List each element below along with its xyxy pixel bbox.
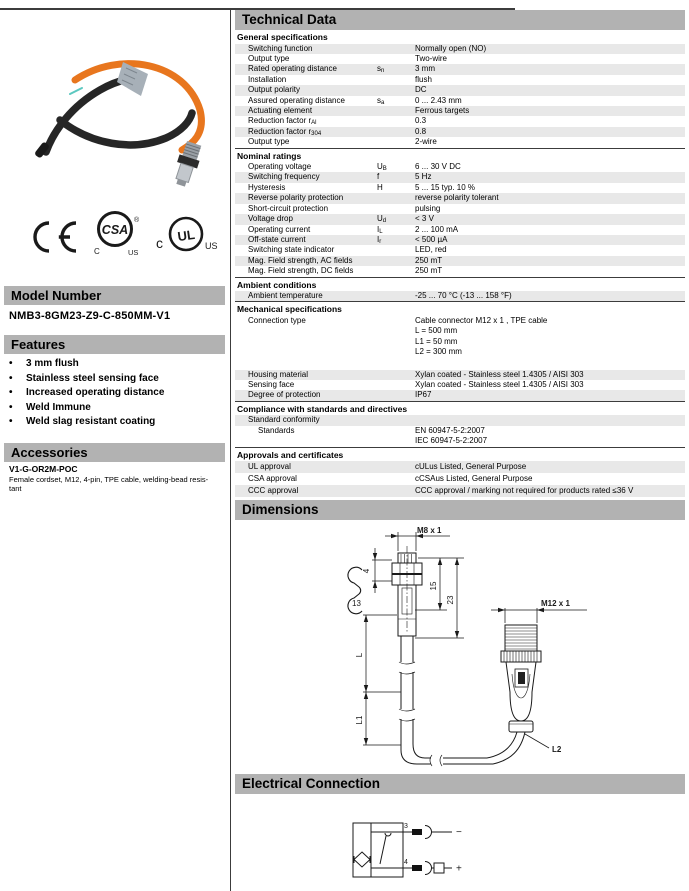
spec-value: 250 mT [415, 266, 443, 276]
spec-row [235, 426, 685, 447]
spec-value: cCSAus Listed, General Purpose [415, 473, 533, 483]
bullet-icon: • [9, 416, 13, 428]
spec-value: 2-wire [415, 137, 437, 147]
spec-row [235, 106, 685, 116]
svg-text:c: c [156, 235, 163, 251]
spec-symbol [377, 85, 415, 95]
spec-symbol [377, 44, 415, 54]
spec-value [415, 415, 685, 425]
model-number-header: Model Number [4, 286, 225, 305]
spec-label: Switching function [248, 43, 313, 53]
technical-data-header: Technical Data [235, 10, 685, 30]
spec-row [235, 473, 685, 485]
product-photo [20, 22, 220, 194]
accessory-title: V1-G-OR2M-POC [9, 464, 78, 474]
dimensions-drawing [235, 524, 685, 774]
svg-text:C: C [94, 247, 100, 256]
row-spacer [235, 358, 685, 370]
spec-symbol: $U_B$ [377, 162, 387, 173]
feature-item [9, 357, 225, 372]
feature-label: Stainless steel sensing face [26, 372, 159, 384]
spec-label: Reduction factor $r_{304}$ [248, 126, 322, 137]
spec-symbol [377, 106, 415, 116]
csa-mark-icon [90, 208, 152, 260]
spec-label: Reduction factor $r_{Al}$ [248, 116, 317, 127]
bullet-icon: • [9, 358, 13, 369]
spec-row [235, 390, 685, 400]
spec-symbol [377, 137, 415, 147]
spec-row [235, 183, 685, 193]
spec-symbol: $I_L$ [377, 224, 383, 235]
dim-15-label: 15 [429, 581, 438, 591]
cable-black-loop [60, 113, 192, 145]
spec-symbol [377, 204, 415, 214]
ul-mark-icon [150, 212, 222, 260]
spec-label: UL approval [248, 462, 291, 471]
spec-row [235, 85, 685, 95]
spec-label: Short-circuit protection [248, 203, 329, 213]
spec-label: Housing material [248, 369, 309, 379]
feature-label: Weld Immune [26, 401, 91, 413]
spec-symbol [377, 193, 415, 203]
spec-row [235, 235, 685, 245]
spec-value: 0.8 [415, 126, 427, 136]
technical-table [235, 31, 685, 497]
feature-label: 3 mm flush [26, 358, 79, 369]
spec-symbol: $s_a$ [377, 95, 385, 106]
feature-item [9, 415, 225, 430]
spec-row [235, 415, 685, 425]
ce-mark-icon [25, 218, 80, 258]
spec-value: Normally open (NO) [415, 43, 487, 53]
sensor-symbol [354, 852, 370, 867]
spec-label: Output type [248, 137, 290, 147]
spec-value: reverse polarity tolerant [415, 193, 499, 203]
spec-label: CSA approval [248, 473, 297, 483]
spec-value: 5 ... 15 typ. 10 % [415, 182, 476, 192]
spec-symbol [377, 116, 415, 126]
spec-row [235, 64, 685, 74]
dim-m12-label: M12 x 1 [541, 599, 570, 608]
spec-value: 5 Hz [415, 172, 432, 182]
m12-connector-photo [171, 140, 205, 188]
spec-symbol [377, 256, 415, 266]
spec-label: Sensing face [248, 379, 295, 389]
section-header: Ambient conditions [235, 277, 685, 292]
spec-value: Xylan coated - Stainless steel 1.4305 / AISI 303 [415, 379, 584, 389]
spec-symbol: f [377, 172, 380, 182]
spec-row [235, 44, 685, 54]
spec-symbol: $I_r$ [377, 234, 382, 245]
spec-label: Mag. Field strength, DC fields [248, 266, 354, 276]
spec-symbol [377, 370, 415, 380]
spec-value: flush [415, 74, 432, 84]
bullet-icon: • [9, 372, 13, 384]
spec-row [235, 193, 685, 203]
spec-value: Cable connector M12 x 1 , TPE cable L = 500 mm L1 = 50 mm L2 = 300 mm [415, 315, 548, 357]
spec-label: Actuating element [248, 105, 313, 115]
spec-value: 0.3 [415, 116, 427, 126]
spec-symbol: H [377, 182, 383, 192]
spec-label: Switching state indicator [248, 245, 335, 255]
spec-value: DC [415, 85, 427, 95]
spec-row [235, 380, 685, 390]
section-header: Compliance with standards and directives [235, 401, 685, 416]
spec-row [235, 204, 685, 214]
dimensions-header: Dimensions [235, 500, 685, 520]
feature-item [9, 401, 225, 416]
spec-symbol [377, 415, 415, 425]
spec-symbol: $s_n$ [377, 64, 385, 75]
spec-symbol [377, 485, 415, 497]
pin3-label: 3 [404, 823, 408, 830]
spec-value: 0 ... 2.43 mm [415, 95, 462, 105]
spec-value: 2 ... 100 mA [415, 224, 459, 234]
spec-label: Output polarity [248, 85, 301, 95]
spec-value: EN 60947-5-2:2007 IEC 60947-5-2:2007 [415, 425, 488, 446]
spec-label: Installation [248, 74, 287, 84]
spec-label: Mag. Field strength, AC fields [248, 255, 353, 265]
cable-teal-wire [70, 88, 82, 94]
svg-text:CSA: CSA [101, 223, 129, 237]
switch-symbol [380, 836, 386, 864]
spec-label: Ambient temperature [248, 291, 323, 301]
spec-row [235, 162, 685, 172]
spec-row [235, 245, 685, 255]
spec-symbol [377, 473, 415, 485]
spec-label: Rated operating distance [248, 64, 337, 74]
spec-row [235, 54, 685, 64]
spec-row [235, 461, 685, 473]
spec-row [235, 266, 685, 276]
spec-label: Off-state current [248, 234, 306, 244]
spec-symbol [377, 390, 415, 400]
dim-m8-label: M8 x 1 [417, 526, 442, 535]
accessories-description: Female cordset, M12, 4-pin, TPE cable, welding-bead resis- tant [9, 475, 209, 493]
spec-value: < 3 V [415, 214, 434, 224]
spec-value: cULus Listed, General Purpose [415, 462, 527, 471]
section-header: Mechanical specifications [235, 301, 685, 316]
spec-symbol [377, 426, 415, 447]
spec-label: Operating voltage [248, 162, 312, 172]
electrical-connection-header: Electrical Connection [235, 774, 685, 794]
spec-label: Assured operating distance [248, 95, 345, 105]
spec-row [235, 485, 685, 497]
minus-sign: − [456, 827, 462, 838]
spec-symbol [377, 266, 415, 276]
electrical-connection-diagram [235, 798, 685, 891]
spec-symbol [377, 127, 415, 137]
spec-value: 3 mm [415, 64, 435, 74]
spec-label: Hysteresis [248, 182, 286, 192]
spec-row [235, 116, 685, 126]
spec-label: Degree of protection [248, 390, 321, 400]
spec-label: Voltage drop [248, 214, 293, 224]
spec-row [235, 225, 685, 235]
features-list [9, 357, 225, 430]
spec-label: Standard conformity [248, 415, 320, 425]
column-divider [230, 10, 231, 891]
svg-text:®: ® [134, 217, 140, 224]
section-header: General specifications [237, 32, 328, 42]
svg-text:US: US [128, 248, 139, 257]
bullet-icon: • [9, 401, 13, 413]
pin4-label: 4 [404, 859, 408, 866]
accessories-header: Accessories [4, 443, 225, 462]
spec-value: Xylan coated - Stainless steel 1.4305 / AISI 303 [415, 369, 584, 379]
spec-symbol [377, 54, 415, 64]
dim-L2-label: L2 [552, 745, 562, 754]
spec-symbol [377, 316, 415, 358]
section-header: Nominal ratings [235, 148, 685, 163]
spec-value: pulsing [415, 203, 441, 213]
spec-symbol [377, 380, 415, 390]
svg-text:13: 13 [352, 599, 361, 608]
spec-value: CCC approval / marking not required for products rated ≤36 V [415, 485, 634, 495]
feature-label: Weld slag resistant coating [26, 416, 156, 428]
dim-L1-label: L1 [355, 715, 364, 725]
spec-value: LED, red [415, 245, 447, 255]
spec-symbol [377, 75, 415, 85]
spec-row [235, 137, 685, 147]
spec-symbol: $U_d$ [377, 214, 387, 225]
spec-symbol [377, 461, 415, 473]
spec-row [235, 370, 685, 380]
spec-label: Reverse polarity protection [248, 193, 344, 203]
feature-label: Increased operating distance [26, 387, 165, 399]
spec-row [235, 127, 685, 137]
spec-value: 6 ... 30 V DC [415, 162, 461, 172]
features-header: Features [4, 335, 225, 354]
spec-row [235, 316, 685, 358]
spec-label: Connection type [248, 315, 306, 325]
spec-label: Standards [258, 425, 295, 435]
spec-label: Switching frequency [248, 172, 320, 182]
spec-value: -25 ... 70 °C (-13 ... 158 °F) [415, 291, 512, 301]
spec-value: 250 mT [415, 255, 443, 265]
wrench-icon [348, 567, 362, 614]
dim-23-label: 23 [446, 595, 455, 605]
bullet-icon: • [9, 387, 13, 399]
spec-symbol [377, 245, 415, 255]
spec-row [235, 96, 685, 106]
plus-sign: + [456, 863, 462, 875]
spec-value: < 500 µA [415, 234, 448, 244]
feature-item [9, 372, 225, 387]
spec-row [235, 75, 685, 85]
spec-value: Ferrous targets [415, 105, 470, 115]
spec-value: Two-wire [415, 53, 448, 63]
spec-row [235, 256, 685, 266]
feature-item [9, 386, 225, 401]
spec-label: CCC approval [248, 485, 299, 495]
model-number-value: NMB3-8GM23-Z9-C-850MM-V1 [9, 310, 171, 322]
svg-text:UL: UL [176, 226, 196, 245]
spec-row [235, 172, 685, 182]
spec-value: IP67 [415, 390, 432, 400]
spec-row [235, 214, 685, 224]
dim-L-label: L [355, 652, 364, 658]
spec-label: Operating current [248, 224, 311, 234]
svg-text:US: US [205, 241, 218, 251]
section-header: Approvals and certificates [235, 447, 685, 462]
spec-row [235, 291, 685, 301]
dim-4-label: 4 [362, 568, 371, 574]
spec-symbol [377, 291, 415, 301]
spec-label: Output type [248, 53, 290, 63]
